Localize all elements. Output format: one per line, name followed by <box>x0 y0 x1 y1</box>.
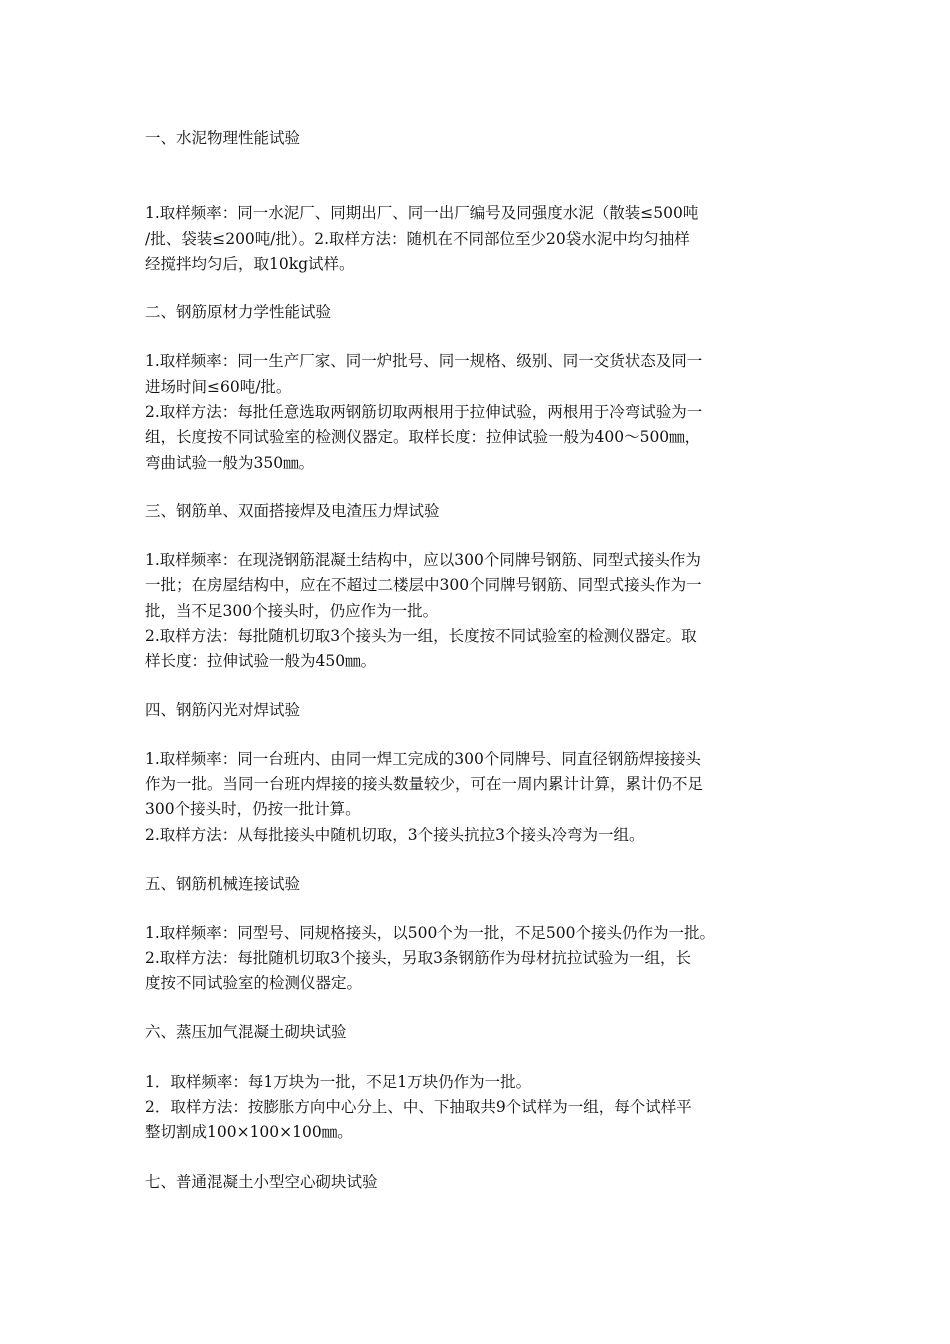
paragraph-line: 1．取样频率：每1万块为一批，不足1万块仍作为一批。 <box>145 1073 532 1091</box>
paragraph-line: 整切割成100×100×100㎜。 <box>145 1123 353 1141</box>
section-heading: 二、钢筋原材力学性能试验 <box>145 303 332 321</box>
paragraph-line: 300个接头时，仍按一批计算。 <box>145 800 361 818</box>
paragraph-line: 一批；在房屋结构中，应在不超过二楼层中300个同牌号钢筋、同型式接头作为一 <box>145 576 702 594</box>
paragraph-line: 2.取样方法：从每批接头中随机切取，3个接头抗拉3个接头冷弯为一组。 <box>145 826 645 844</box>
paragraph-line: 2.取样方法：每批任意选取两钢筋切取两根用于拉伸试验，两根用于冷弯试验为一 <box>145 403 703 421</box>
paragraph-line: 批，当不足300个接头时，仍应作为一批。 <box>145 602 439 620</box>
paragraph-line: /批、袋装≤200吨/批）。2.取样方法：随机在不同部位至少20袋水泥中均匀抽样 <box>145 230 690 248</box>
paragraph-line: 2.取样方法：每批随机切取3个接头，另取3条钢筋作为母材抗拉试验为一组，长 <box>145 949 692 967</box>
section-heading: 七、普通混凝土小型空心砌块试验 <box>145 1173 378 1191</box>
section-heading: 三、钢筋单、双面搭接焊及电渣压力焊试验 <box>145 502 440 520</box>
paragraph-line: 1.取样频率：同型号、同规格接头，以500个为一批，不足500个接头仍作为一批。 <box>145 924 715 942</box>
paragraph-line: 弯曲试验一般为350㎜。 <box>145 454 315 472</box>
section-heading: 四、钢筋闪光对焊试验 <box>145 701 301 719</box>
paragraph-line: 1.取样频率：同一台班内、由同一焊工完成的300个同牌号、同直径钢筋焊接接头 <box>145 750 701 768</box>
paragraph-line: 组，长度按不同试验室的检测仪器定。取样长度：拉伸试验一般为400～500㎜， <box>145 428 701 446</box>
section-heading: 六、蒸压加气混凝土砌块试验 <box>145 1023 347 1041</box>
section-heading: 五、钢筋机械连接试验 <box>145 875 301 893</box>
paragraph-line: 度按不同试验室的检测仪器定。 <box>145 974 363 992</box>
paragraph-line: 1.取样频率：同一生产厂家、同一炉批号、同一规格、级别、同一交货状态及同一 <box>145 352 703 370</box>
paragraph-line: 2.取样方法：每批随机切取3个接头为一组，长度按不同试验室的检测仪器定。取 <box>145 627 697 645</box>
paragraph-line: 1.取样频率：在现浇钢筋混凝土结构中，应以300个同牌号钢筋、同型式接头作为 <box>145 551 701 569</box>
paragraph-line: 2．取样方法：按膨胀方向中心分上、中、下抽取共9个试样为一组，每个试样平 <box>145 1098 692 1116</box>
paragraph-line: 进场时间≤60吨/批。 <box>145 378 292 396</box>
section-heading: 一、水泥物理性能试验 <box>145 129 301 147</box>
paragraph-line: 1.取样频率：同一水泥厂、同期出厂、同一出厂编号及同强度水泥（散装≤500吨 <box>145 204 699 222</box>
paragraph-line: 样长度：拉伸试验一般为450㎜。 <box>145 652 377 670</box>
paragraph-line: 作为一批。当同一台班内焊接的接头数量较少，可在一周内累计计算，累计仍不足 <box>145 775 704 793</box>
paragraph-line: 经搅拌均匀后，取10kg试样。 <box>145 255 355 273</box>
